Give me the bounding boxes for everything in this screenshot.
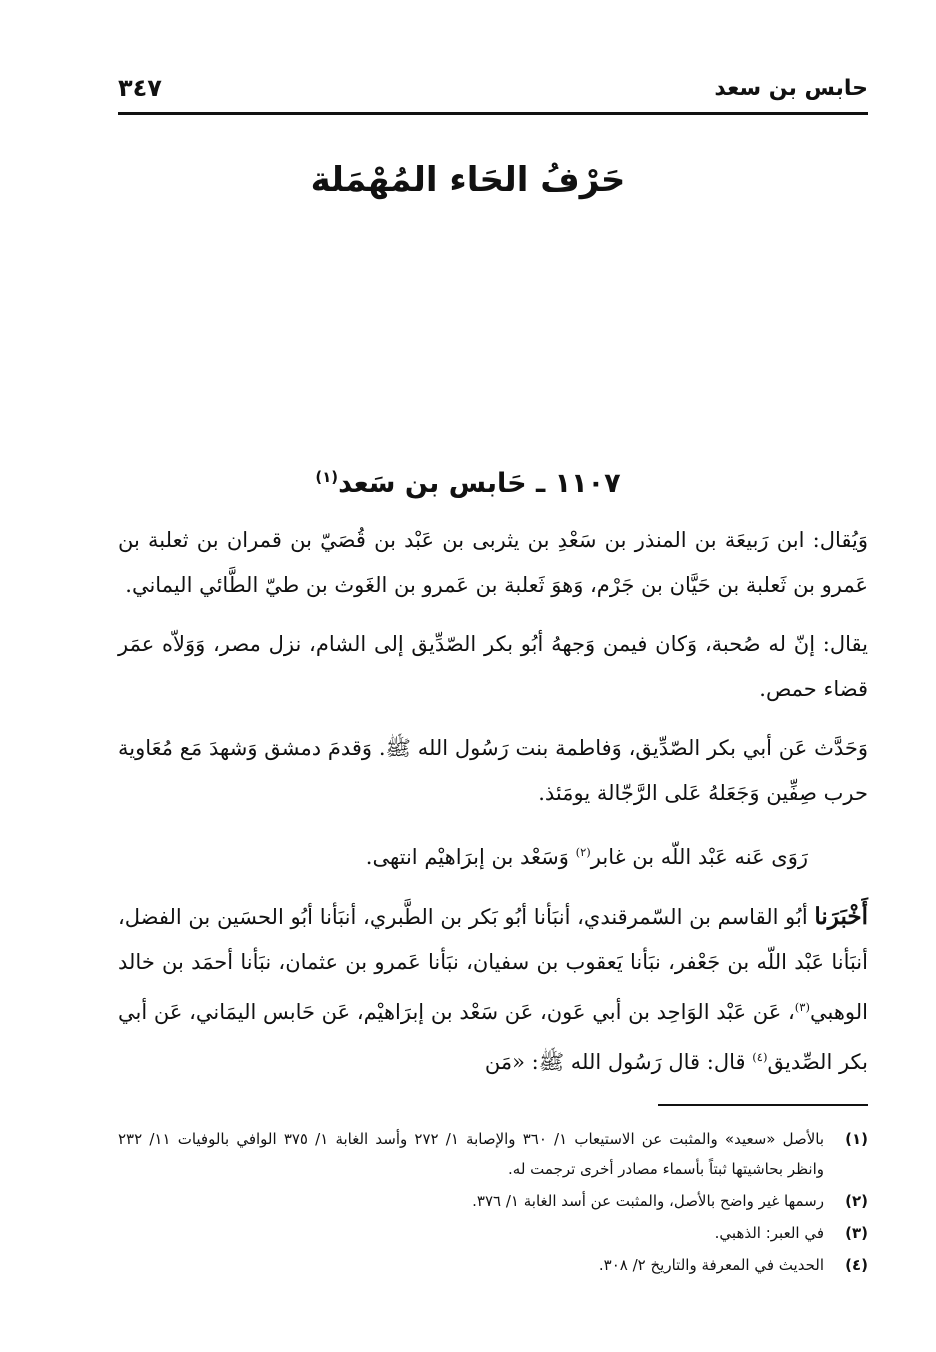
isnad-text-b: ، عَن عَبْد الوَاحِد بن أبي عَون، عَن سَعْد بن إبرَاهيْم، عَن حَابس اليمَاني، عَن أبي بكر الصِّديق [118, 1000, 868, 1074]
paragraph-narrators [118, 830, 868, 880]
isnad-lead-word: أَخْبَرَنا [814, 903, 868, 930]
footnote-number: (١) [845, 1130, 868, 1148]
footnote-rule [658, 1104, 868, 1106]
paragraph-narration: وَحَدَّث عَن أبي بكر الصّدِّيق، وَفاطمة بنت رَسُول الله ﷺ. وَقدمَ دمشق وَشهدَ مَع مُعَاوية حرب صِفِّين وَجَعَلهُ عَلى الرَّجّالة يومَئذ. [118, 736, 868, 805]
footnote-text: في العبر: الذهبي. [714, 1224, 824, 1242]
section-title: حَرْفُ الحَاء المُهْمَلة [310, 160, 626, 200]
paragraph-companionship: يقال: إنّ له صُحبة، وَكان فيمن وَجههُ أبُو بكر الصّدِّيق إلى الشام، نزل مصر، وَوَلاّه عمَر قضاء حمص. [118, 632, 868, 701]
footnote-number: (٢) [845, 1192, 868, 1210]
narrators-text-b: وَسَعْد بن إبرَاهيْم انتهى. [365, 845, 576, 869]
running-header [118, 72, 868, 112]
footnote-1 [118, 1124, 868, 1184]
paragraph-lineage: وَيُقال: ابن رَبيعَة بن المنذر بن سَعْدِ بن يثربى بن عَبْد بن قُصَيّ بن قمران بن ثعلبة بن عَمرو بن ثَعلبة بن حَيَّان بن جَرْم، وَهوَ ثَعلبة بن عَمرو بن الغَوث بن طيّ الطَّائي اليماني. [118, 528, 868, 597]
footnote-4 [118, 1250, 868, 1280]
paragraph-isnad [118, 894, 868, 1085]
footnote-text: بالأصل «سعيد» والمثبت عن الاستيعاب ١/ ٣٦٠ والإصابة ١/ ٢٧٢ وأسد الغابة ١/ ٣٧٥ الوافي بالوفيات ١١/ ٢٣٢ وانظر بحاشيتها ثبتاً بأسماء مصادر أخرى ترجمت له. [118, 1130, 825, 1178]
footnote-text: الحديث في المعرفة والتاريخ ٢/ ٣٠٨. [598, 1256, 824, 1274]
header-rule [118, 112, 868, 115]
running-title: حابس بن سعد [714, 76, 868, 101]
footnote-ref-1: (١) [315, 468, 339, 486]
entry-body [118, 518, 868, 1099]
footnote-number: (٣) [845, 1224, 868, 1242]
footnote-2 [118, 1186, 868, 1216]
isnad-text-c: قال: قال رَسُول الله ﷺ: «مَن [484, 1050, 753, 1074]
isnad-text-a: أبُو القاسم بن السّمرقندي، أنبَأنا أبُو بَكر بن الطَّبري، أنبَأنا أبُو الحسَين بن الفضل، أنبَأنا عَبْد اللّه بن جَعْفر، نبَأنا يَعقوب بن سفيان، نبَأنا عَمرو بن عثمان، نبَأنا أحمَد بن خالد الوهبي [118, 905, 868, 1024]
footnote-ref-2: (٢) [575, 845, 591, 859]
entry-title-text: ١١٠٧ ـ حَابس بن سَعد [338, 468, 621, 499]
page-number: ٣٤٧ [118, 74, 162, 102]
footnote-text: رسمها غير واضح بالأصل، والمثبت عن أسد الغابة ١/ ٣٧٦. [472, 1192, 824, 1210]
narrators-text-a: رَوَى عَنه عَبْد اللّه بن غابر [590, 845, 808, 869]
entry-title [0, 468, 936, 499]
footnote-ref-3: (٣) [794, 1000, 810, 1014]
footnote-number: (٤) [845, 1256, 868, 1274]
footnote-ref-4: (٤) [752, 1050, 768, 1064]
footnotes [118, 1124, 868, 1282]
footnote-3 [118, 1218, 868, 1248]
